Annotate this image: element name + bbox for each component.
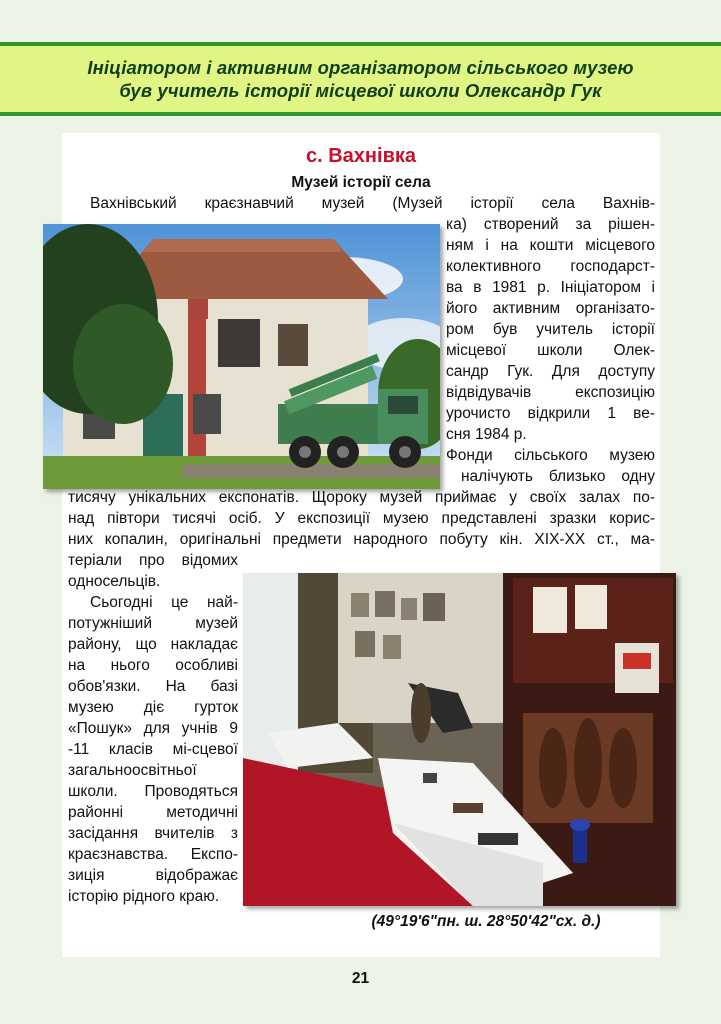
paragraph-line: над півтори тисячі осіб. У експозиції музею представлені зразки корис- xyxy=(68,510,655,527)
museum-interior-photo xyxy=(243,573,676,906)
paragraph-line: музею діє гурток xyxy=(68,699,238,716)
paragraph-line: потужніший музей xyxy=(68,615,238,632)
banner-line-1: Ініціатором і активним організатором сільського музею xyxy=(87,57,634,78)
paragraph-line: на нього особливі xyxy=(68,657,238,674)
paragraph-line: Фонди сільського музею xyxy=(446,447,655,464)
paragraph-line: ням і на кошти місцевого xyxy=(446,237,655,254)
article-card xyxy=(62,133,660,957)
paragraph-line: його активним організато- xyxy=(446,300,655,317)
paragraph-line: односельців. xyxy=(68,573,161,590)
header-banner xyxy=(0,42,721,116)
paragraph-line: ка) створений за рішен- xyxy=(446,216,655,233)
paragraph-line: району, що накладає xyxy=(68,636,238,653)
page-number: 21 xyxy=(351,970,370,987)
paragraph-line: урочисто відкрили 1 ве- xyxy=(446,405,655,422)
paragraph-line: «Пошук» для учнів 9 xyxy=(68,720,238,737)
paragraph-line: засідання вчителів з xyxy=(68,825,238,842)
banner-line-2: був учитель історії місцевої школи Олександр Гук xyxy=(119,80,602,101)
paragraph-line: них копалин, оригінальні предмети народного побуту кін. ХІХ-ХХ ст., ма- xyxy=(68,531,655,548)
paragraph-line: районні методичні xyxy=(68,804,238,821)
paragraph-line: -11 класів мі-сцевої xyxy=(68,741,238,758)
paragraph-line: ром був учитель історії xyxy=(446,321,655,338)
paragraph-line: загальноосвітньої xyxy=(68,762,197,779)
paragraph-line: історію рідного краю. xyxy=(68,888,220,905)
paragraph-line: ва в 1981 р. Ініціатором і xyxy=(446,279,655,296)
paragraph-line: тисячу унікальних експонатів. Щороку музей приймає у своїх залах по- xyxy=(68,489,655,506)
paragraph-line: обов'язки. На базі xyxy=(68,678,238,695)
museum-subtitle: Музей історії села xyxy=(291,174,431,191)
place-title: с. Вахнівка xyxy=(306,145,416,167)
paragraph-line: Сьогодні це най- xyxy=(90,594,238,611)
paragraph-line: школи. Проводяться xyxy=(68,783,238,800)
paragraph-line: Вахнівський краєзнавчий музей (Музей історії села Вахнів- xyxy=(90,195,655,212)
paragraph-line: місцевої школи Олек- xyxy=(446,342,655,359)
coordinates-caption: (49°19'6"пн. ш. 28°50'42"сх. д.) xyxy=(371,913,601,930)
paragraph-line: краєзнавства. Експо- xyxy=(68,846,238,863)
paragraph-line: зиція відображає xyxy=(68,867,238,884)
paragraph-line: колективного господарст- xyxy=(446,258,655,275)
paragraph-line: сня 1984 р. xyxy=(446,426,527,443)
paragraph-line: налічують близько одну xyxy=(461,468,655,485)
paragraph-line: теріали про відомих xyxy=(68,552,238,569)
paragraph-line: сандр Гук. Для доступу xyxy=(446,363,655,380)
paragraph-line: відвідувачів експозицію xyxy=(446,384,655,401)
museum-building-photo xyxy=(43,224,440,489)
